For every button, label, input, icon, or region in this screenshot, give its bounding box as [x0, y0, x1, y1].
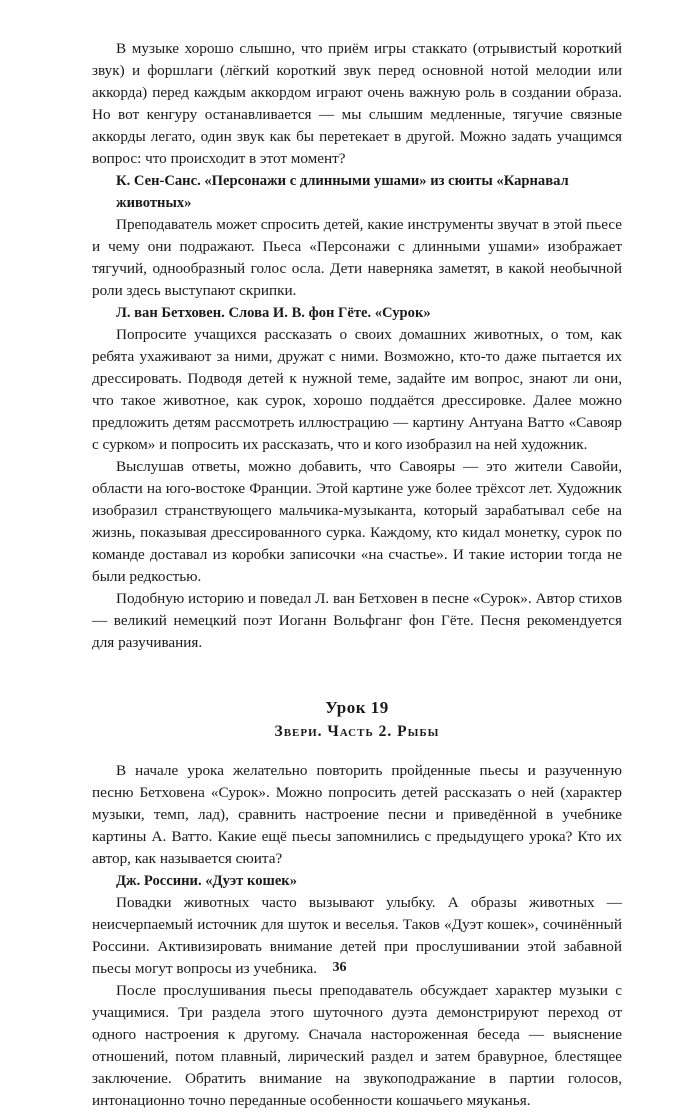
paragraph: Преподаватель может спросить детей, какие инструменты звучат в этой пьесе и чему они подражают. Пьеса «Персонажи с длинными ушами» изображает тягучий, однообразный голос осла. Дети наверняка заметят, в какой необычной роли здесь выступают скрипки. [92, 216, 622, 299]
paragraph: Попросите учащихся рассказать о своих домашних животных, о том, как ребята ухаживают за ними, дружат с ними. Возможно, кто-то даже пытается их дрессировать. Подводя детей к нужной теме, задайте им вопрос, знают ли они, что такое животное, как сурок, хорошо поддаётся дрессировке. Далее можно предложить детям рассмотреть иллюстрацию — картину Антуана Ватто «Савояр с сурком» и попросить их рассказать, что и кого изобразил на ней художник. [92, 326, 622, 453]
paragraph: Выслушав ответы, можно добавить, что Савояры — это жители Савойи, области на юго-востоке Франции. Этой картине уже более трёхсот лет. Художник изобразил странствующего мальчика-музыканта, который зарабатывал себе на жизнь, показывая дрессированного сурка. Каждому, кто кидал монетку, сурок по команде доставал из коробки записочки «на счастье». И такие истории тогда не были редкостью. [92, 458, 622, 585]
paragraph: В начале урока желательно повторить пройденные пьесы и разученную песню Бетховена «Сурок». Можно попросить детей рассказать о ней (характер музыки, темп, лад), сравнить настроение песни и приведённой в учебнике картины А. Ватто. Какие ещё пьесы запомнились с предыдущего урока? Кто их автор, как называется сюита? [92, 762, 622, 867]
paragraph: Повадки животных часто вызывают улыбку. А образы животных — неисчерпаемый источник для шуток и веселья. Таков «Дуэт кошек», сочинённый Россини. Активизировать внимание детей при прослушивании этой забавной пьесы могут вопросы из учебника. [92, 894, 622, 977]
section-heading-rossini: Дж. Россини. «Дуэт кошек» [116, 873, 298, 889]
section-heading-beethoven: Л. ван Бетховен. Слова И. В. фон Гёте. «Сурок» [116, 305, 431, 321]
paragraph: В музыке хорошо слышно, что приём игры стаккато (отрывистый короткий звук) и форшлаги (лёгкий короткий звук перед основной нотой мелодии или аккорда) перед каждым аккордом играют очень важную роль в создании образа. Но вот кенгуру останавливается — мы слышим медленные, тягучие связные аккорды легато, один звук как бы перетекает в другой. Можно задать учащимся вопрос: что происходит в этот момент? [92, 40, 622, 167]
lesson-number: Урок 19 [325, 698, 389, 717]
page-number: 36 [332, 960, 347, 975]
lesson-title: Звери. Часть 2. Рыбы [274, 723, 440, 740]
paragraph: Подобную историю и поведал Л. ван Бетховен в песне «Сурок». Автор стихов — великий немецкий поэт Иоганн Вольфганг фон Гёте. Песня рекомендуется для разучивания. [92, 590, 622, 651]
page-body [92, 38, 622, 1112]
paragraph: После прослушивания пьесы преподаватель обсуждает характер музыки с учащимися. Три раздела этого шуточного дуэта демонстрируют переход от одного настроения к другому. Сначала настороженная беседа — выяснение отношений, потом плавный, лирический раздел и затем бравурное, блестящее заключение. Обратить внимание на звукоподражание в партии голосов, интонационно точно переданные особенности кошачьего мяуканья. [92, 982, 622, 1109]
section-heading-saint-saens: К. Сен-Санс. «Персонажи с длинными ушами» из сюиты «Карнавал животных» [116, 173, 569, 211]
